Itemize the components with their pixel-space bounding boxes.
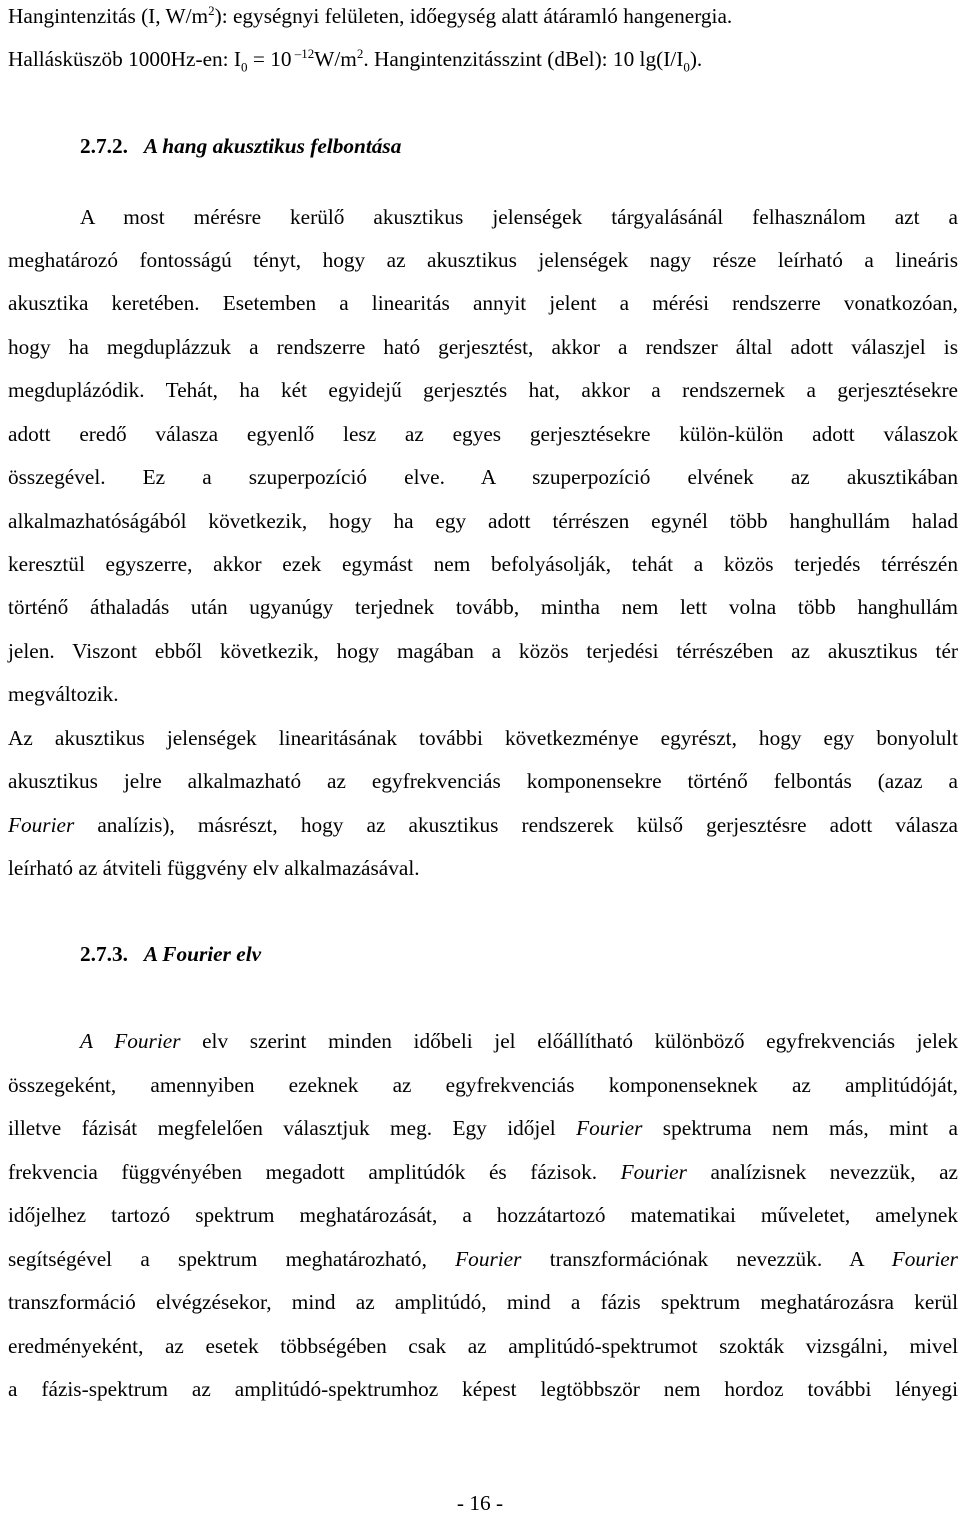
italic-term: Fourier xyxy=(455,1247,522,1271)
intro-line-1 xyxy=(8,3,732,29)
page-number: - 16 - xyxy=(456,1491,504,1515)
paragraph-line: eredményeként, az esetek többségében csak az amplitúdó-spektrumot szokták vizsgálni, mivel xyxy=(8,1334,958,1358)
section-title: A Fourier elv xyxy=(143,942,262,966)
paragraph-text: transzformációnak nevezzük. A xyxy=(521,1247,892,1271)
section-number: 2.7.2. xyxy=(80,134,128,158)
intro-line-2 xyxy=(8,45,703,75)
paragraph-line: adott eredő válasza egyenlő lesz az egyes gerjesztésekre külön-külön adott válaszok xyxy=(8,422,958,446)
intro-text: W/m xyxy=(314,47,357,71)
paragraph-line xyxy=(80,1028,958,1054)
italic-term: Fourier xyxy=(8,813,75,837)
paragraph-line: A most mérésre kerülő akusztikus jelenségek tárgyalásánál felhasználom azt a xyxy=(80,205,958,229)
paragraph-line: keresztül egyszerre, akkor ezek egymást nem befolyásolják, tehát a közös terjedés térrészén xyxy=(8,552,958,576)
paragraph-text: spektruma nem más, mint a xyxy=(642,1116,958,1140)
paragraph-line: meghatározó fontosságú tényt, hogy az akusztikus jelenségek nagy része leírható a lineáris xyxy=(8,248,958,272)
paragraph-line xyxy=(8,1246,958,1272)
paragraph-text: illetve fázisát megfelelően választjuk meg. Egy időjel xyxy=(8,1116,577,1140)
paragraph-line: megváltozik. xyxy=(8,682,119,706)
paragraph-line: akusztikus jelre alkalmazható az egyfrekvenciás komponensekre történő felbontás (azaz a xyxy=(8,769,958,793)
paragraph-text: analízis), másrészt, hogy az akusztikus rendszerek külső gerjesztésre adott válasza xyxy=(74,813,958,837)
paragraph-line xyxy=(8,1159,958,1185)
paragraph-line: összegével. Ez a szuperpozíció elve. A szuperpozíció elvének az akusztikában xyxy=(8,465,958,489)
paragraph-text: analízisnek nevezzük, az xyxy=(686,1160,958,1184)
paragraph-line: megduplázódik. Tehát, ha két egyidejű gerjesztés hat, akkor a rendszernek a gerjesztésekre xyxy=(8,378,958,402)
paragraph-text: frekvencia függvényében megadott amplitúdók és fázisok. xyxy=(8,1160,621,1184)
intro-text: Hallásküszöb 1000Hz-en: I xyxy=(8,47,242,71)
paragraph-text: elv szerint minden időbeli jel előállítható különböző egyfrekvenciás jelek xyxy=(180,1029,959,1053)
paragraph-line: hogy ha megduplázzuk a rendszerre ható gerjesztést, akkor a rendszer által adott válaszjel is xyxy=(8,335,958,359)
paragraph-line: alkalmazhatóságából következik, hogy ha egy adott térrészen egynél több hanghullám halad xyxy=(8,509,958,533)
section-number: 2.7.3. xyxy=(80,942,128,966)
section-heading-272 xyxy=(80,133,401,159)
intro-text: ): egységnyi felületen, időegység alatt átáramló hangenergia. xyxy=(214,4,733,28)
paragraph-line xyxy=(8,1115,958,1141)
paragraph-line: jelen. Viszont ebből következik, hogy magában a közös terjedési térrészében az akusztikus tér xyxy=(8,639,958,663)
paragraph-line: akusztika keretében. Esetemben a linearitás annyit jelent a mérési rendszerre vonatkozóan, xyxy=(8,291,958,315)
subscript: 0 xyxy=(241,59,248,75)
paragraph-line: összegeként, amennyiben ezeknek az egyfrekvenciás komponenseknek az amplitúdóját, xyxy=(8,1073,958,1097)
intro-text: . Hangintenzitásszint (dBel): 10 lg(I/I xyxy=(363,47,684,71)
subscript: 0 xyxy=(683,59,690,75)
paragraph-line: történő áthaladás után ugyanúgy terjednek tovább, mintha nem lett volna több hanghullám xyxy=(8,595,958,619)
paragraph-line: a fázis-spektrum az amplitúdó-spektrumhoz képest legtöbbször nem hordoz további lényegi xyxy=(8,1377,958,1401)
paragraph-line: leírható az átviteli függvény elv alkalmazásával. xyxy=(8,856,420,880)
paragraph-line: időjelhez tartozó spektrum meghatározását, a hozzátartozó matematikai műveletet, amelynek xyxy=(8,1203,958,1227)
intro-text: = 10 xyxy=(247,47,292,71)
italic-term: Fourier xyxy=(891,1247,958,1271)
italic-term: A Fourier xyxy=(80,1029,181,1053)
intro-text: Hangintenzitás (I, W/m xyxy=(8,4,209,28)
superscript: 2 xyxy=(208,2,215,18)
superscript: –12 xyxy=(291,45,315,61)
italic-term: Fourier xyxy=(576,1116,643,1140)
paragraph-line xyxy=(8,812,958,838)
paragraph-line: transzformáció elvégzésekor, mind az amplitúdó, mind a fázis spektrum meghatározásra kerül xyxy=(8,1290,958,1314)
intro-text: ). xyxy=(689,47,703,71)
paragraph-line: Az akusztikus jelenségek linearitásának további következménye egyrészt, hogy egy bonyolult xyxy=(8,726,958,750)
superscript: 2 xyxy=(356,45,364,61)
section-heading-273 xyxy=(80,941,261,967)
paragraph-text: segítségével a spektrum meghatározható, xyxy=(8,1247,456,1271)
italic-term: Fourier xyxy=(620,1160,687,1184)
section-title: A hang akusztikus felbontása xyxy=(143,134,402,158)
